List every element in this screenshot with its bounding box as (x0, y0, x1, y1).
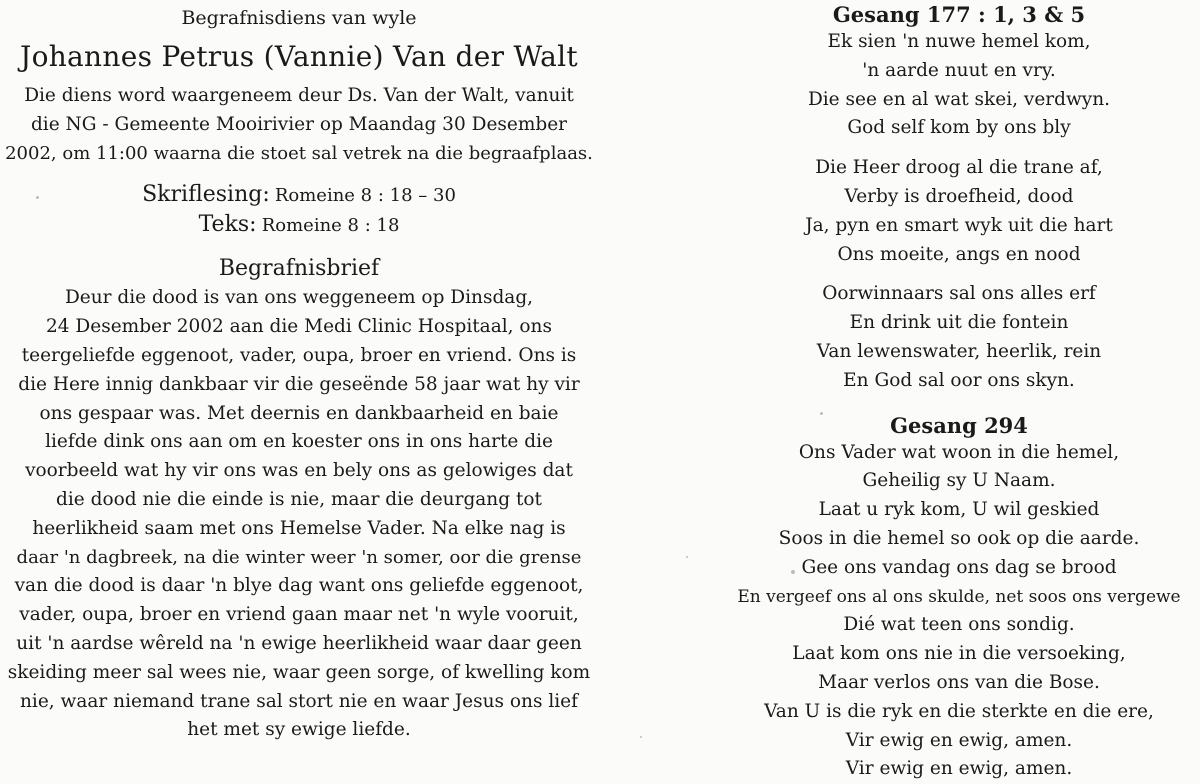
letter-line: die dood nie die einde is nie, maar die deurgang tot (56, 488, 542, 510)
hymn-line: Die see en al wat skei, verdwyn. (807, 88, 1111, 110)
scan-speck (36, 196, 39, 199)
letter-line: voorbeeld wat hy vir ons was en bely ons as gelowiges dat (25, 460, 573, 482)
hymn-line: En drink uit die fontein (849, 312, 1069, 334)
hymn-line: Laat kom ons nie in die versoeking, (792, 643, 1126, 665)
letter-paragraph (0, 284, 598, 745)
deceased-name: Johannes Petrus (Vannie) Van der Walt (20, 40, 578, 73)
letter-line: liefde dink ons aan om en koester ons in ons harte die (45, 431, 553, 453)
hymn1-stanza (718, 28, 1200, 143)
hymn1-stanza (718, 280, 1200, 395)
service-details-column (0, 0, 598, 745)
hymn-line: Maar verlos ons van die Bose. (818, 671, 1100, 693)
hymn-line: Vir ewig en ewig, amen. (845, 729, 1073, 751)
scan-speck (640, 736, 642, 738)
letter-line: van die dood is daar 'n blye dag want ons geliefde eggenoot, (14, 575, 584, 597)
intro-line: Begrafnisdiens van wyle (181, 7, 417, 29)
letter-line: heerlikheid saam met ons Hemelse Vader. Na elke nag is (32, 517, 566, 539)
reading-label: Skriflesing: (142, 182, 270, 208)
hymn-line: Ons Vader wat woon in die hemel, (798, 441, 1120, 463)
letter-line: nie, waar niemand trane sal stort nie en waar Jesus ons lief (20, 690, 578, 712)
text-label: Teks: (198, 212, 257, 238)
hymn-line: En God sal oor ons skyn. (843, 369, 1075, 391)
hymn-line: Laat u ryk kom, U wil geskied (818, 499, 1100, 521)
hymn2-title: Gesang 294 (890, 412, 1028, 438)
hymn-line: Vir ewig en ewig, amen. (845, 758, 1073, 780)
letter-line: Deur die dood is van ons weggeneem op Dinsdag, (64, 287, 534, 309)
letter-line: die Here innig dankbaar vir die geseënde 58 jaar wat hy vir (18, 373, 580, 395)
letter-line: daar 'n dagbreek, na die winter weer 'n somer, oor die grense (16, 546, 582, 568)
hymn-line: Van U is die ryk en die sterkte en die ere, (764, 700, 1154, 722)
letter-line: skeiding meer sal wees nie, waar geen sorge, of kwelling kom (7, 661, 591, 683)
hymn-line: Van lewenswater, heerlik, rein (816, 340, 1102, 362)
hymn1-title: Gesang 177 : 1, 3 & 5 (832, 2, 1086, 27)
hymn-line: Ek sien 'n nuwe hemel kom, (827, 31, 1091, 52)
hymn1-stanza (718, 154, 1200, 269)
letter-line: het met sy ewige liefde. (187, 719, 411, 741)
reading-row (0, 180, 598, 212)
service-line: 2002, om 11:00 waarna die stoet sal vetrek na die begraafplaas. (5, 142, 593, 164)
reading-value: Romeine 8 : 18 – 30 (274, 185, 456, 207)
hymn-line: Ons moeite, angs en nood (837, 243, 1081, 265)
scan-speck (820, 412, 823, 415)
hymns-column (718, 0, 1200, 784)
hymn-line: God self kom by ons bly (847, 117, 1071, 139)
hymn-line: Die Heer droog al die trane af, (815, 157, 1103, 179)
letter-line: ons gespaar was. Met deernis en dankbaarheid en baie (39, 402, 559, 424)
hymn-line: Oorwinnaars sal ons alles erf (822, 283, 1096, 305)
hymn-line: 'n aarde nuut en vry. (862, 59, 1056, 81)
hymn-line: Ja, pyn en smart wyk uit die hart (805, 214, 1113, 236)
letter-title: Begrafnisbrief (218, 256, 380, 282)
service-line: die NG - Gemeente Mooirivier op Maandag 30 Desember (30, 113, 568, 135)
letter-line: uit 'n aardse wêreld na 'n ewige heerlikheid waar daar geen (16, 632, 582, 654)
hymn-line: Geheilig sy U Naam. (862, 470, 1056, 492)
service-paragraph (0, 82, 598, 168)
text-row (0, 212, 598, 240)
hymn-line: Soos in die hemel so ook op die aarde. (778, 527, 1140, 549)
letter-line: 24 Desember 2002 aan die Medi Clinic Hospitaal, ons (46, 316, 552, 338)
letter-line: teergeliefde eggenoot, vader, oupa, broer en vriend. Ons is (21, 344, 577, 366)
hymn-line: Verby is droefheid, dood (844, 185, 1074, 207)
hymn-line: Gee ons vandag ons dag se brood (801, 556, 1117, 578)
hymn2-body (718, 439, 1200, 784)
letter-line: vader, oupa, broer en vriend gaan maar net 'n wyle vooruit, (19, 604, 579, 626)
scan-speck (686, 556, 688, 558)
service-line: Die diens word waargeneem deur Ds. Van der Walt, vanuit (24, 85, 574, 106)
hymn-line: Dié wat teen ons sondig. (843, 614, 1075, 636)
text-value: Romeine 8 : 18 (261, 215, 400, 237)
scan-speck (791, 570, 795, 574)
hymn-line: En vergeef ons al ons skulde, net soos ons vergewe (737, 586, 1181, 607)
